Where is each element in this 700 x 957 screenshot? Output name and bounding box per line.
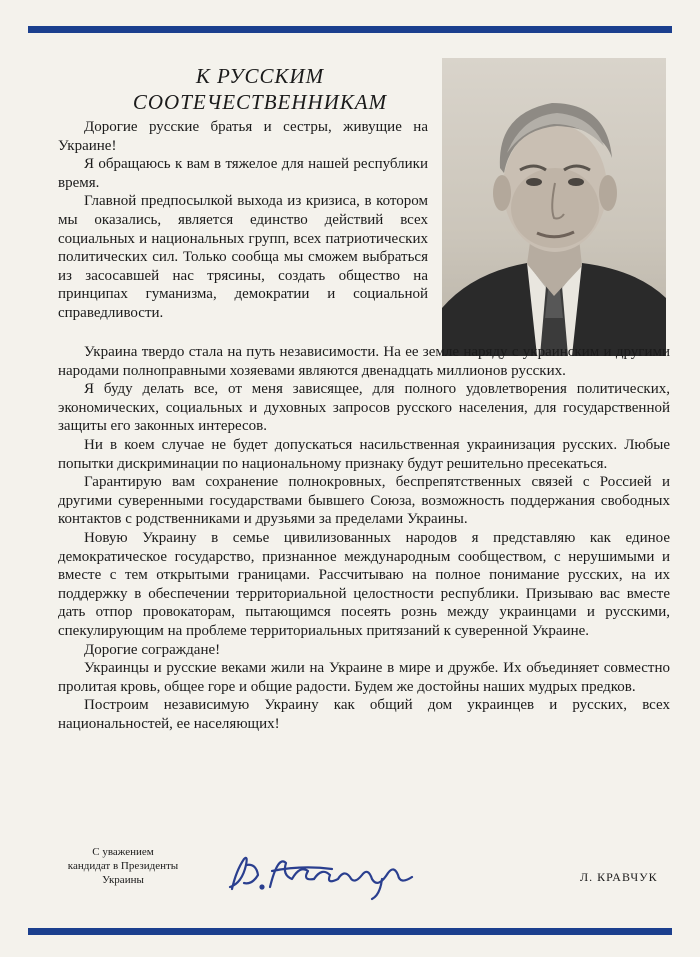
top-rule: [28, 26, 672, 33]
portrait-photo: [442, 58, 666, 356]
paragraph: Украина твердо стала на путь независимости. На ее земле наряду с украинским и другими народами полноправными хозяевами являются двенадцать миллионов русских.: [58, 344, 670, 379]
signatory-name: Л. КРАВЧУК: [580, 870, 658, 884]
paragraph: Новую Украину в семье цивилизованных народов я представляю как единое демократическое государство, признанное международным сообществом, с нерушимыми и вместе с тем открытыми границами. Рассчитываю на полное понимание русских, на их поддержку в обеспечении территориальной целостности республики. Призываю вас вместе дать отпор провокаторам, пытающимся посеять рознь между украинцами и русскими, спекулирующим на проблеме территориальных притязаний к суверенной Украине.: [58, 529, 670, 639]
closing-line-2: кандидат в Президенты: [67, 860, 179, 872]
paragraph: Я обращаюсь к вам в тяжелое для нашей республики время.: [58, 156, 428, 191]
paragraph: Дорогие русские братья и сестры, живущие на Украине!: [58, 119, 428, 154]
bottom-rule: [28, 928, 672, 935]
letter-intro: [58, 118, 428, 323]
handwritten-signature: [222, 845, 442, 905]
paragraph: Построим независимую Украину как общий дом украинцев и русских, всех национальностей, ее населяющих!: [58, 697, 670, 732]
title-line-2: СООТЕЧЕСТВЕННИКАМ: [132, 90, 388, 114]
letter-body: [58, 343, 670, 733]
paragraph: Дорогие сограждане!: [84, 641, 221, 658]
closing-block: [48, 845, 198, 887]
paragraph: Гарантирую вам сохранение полнокровных, беспрепятственных связей с Россией и другими суверенными государствами бывшего Союза, возможность поддержания свободных контактов с родственниками и друзьями за пределами Украины.: [58, 474, 670, 528]
closing-line-3: Украины: [102, 874, 144, 886]
paragraph: Ни в коем случае не будет допускаться насильственная украинизация русских. Любые попытки дискриминации по национальному признаку будут решительно пресекаться.: [58, 436, 670, 472]
page-title: [90, 63, 430, 115]
paragraph: Я буду делать все, от меня зависящее, для полного удовлетворения политических, экономических, социальных и духовных запросов русского населения, для государственной защиты его законных интересов.: [58, 381, 670, 435]
paragraph: Главной предпосылкой выхода из кризиса, в котором мы оказались, является единство действий всех социальных и национальных групп, всех патриотических политических сил. Только сообща мы сможем выбраться из засосавшей нас трясины, создать общество на принципах гуманизма, демократии и социальной справедливости.: [58, 193, 428, 321]
paragraph: Украинцы и русские веками жили на Украине в мире и дружбе. Их объединяет совместно пролитая кровь, общее горе и общие радости. Будем же достойны наших мудрых предков.: [58, 660, 670, 695]
closing-line-1: С уважением: [92, 846, 154, 858]
title-line-1: К РУССКИМ: [195, 64, 325, 88]
